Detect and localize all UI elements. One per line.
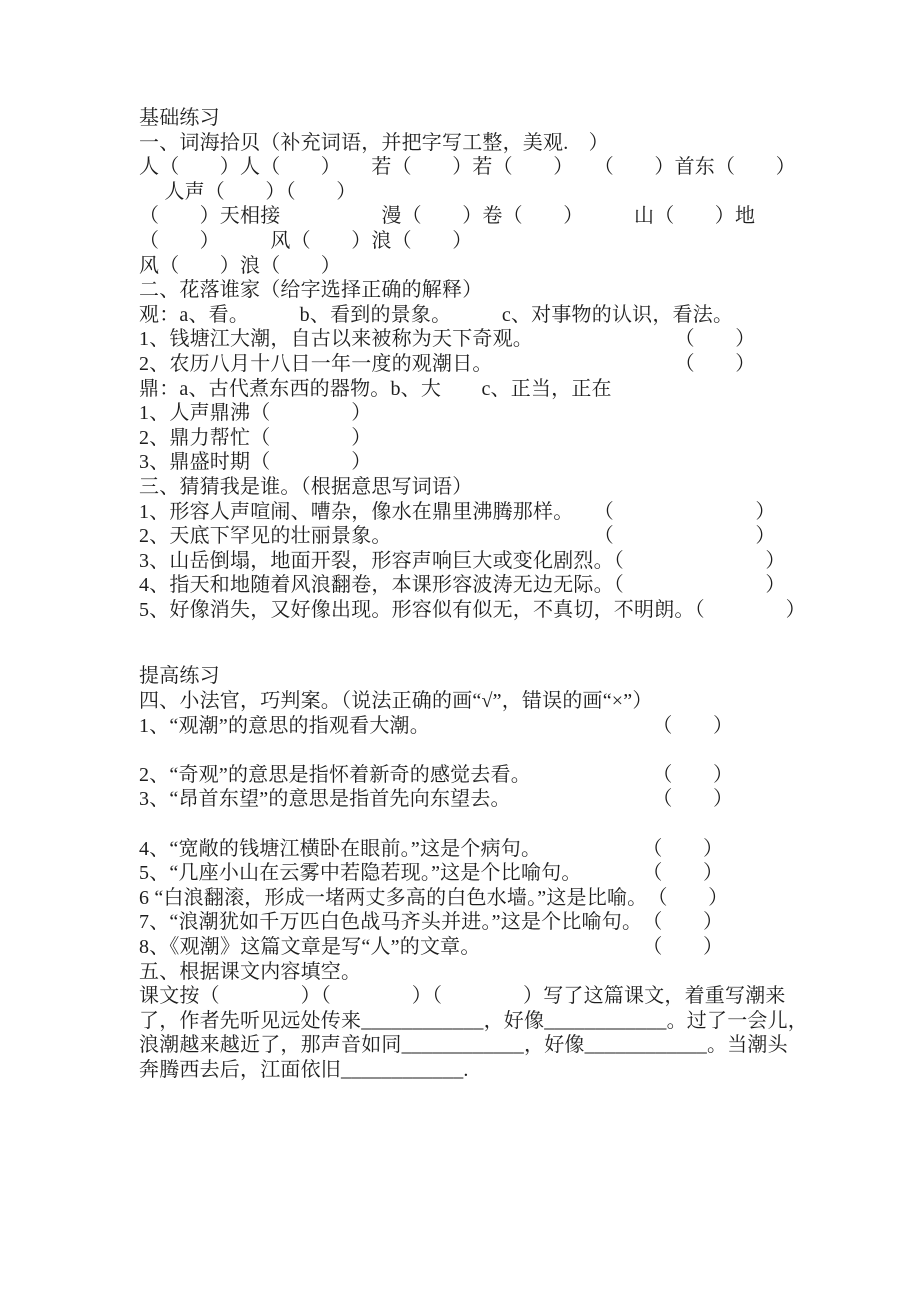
section-heading: 提高练习 — [139, 665, 220, 688]
text-line: （ ） 风（ ）浪（ ） — [139, 229, 473, 252]
text-line: 人（ ）人（ ） 若（ ）若（ ） （ ）首东（ ） — [139, 156, 796, 179]
text-line: 奔腾西去后，江面依旧____________. — [139, 1058, 469, 1081]
blank-line — [139, 738, 859, 763]
text-line: 8、《观潮》这篇文章是写“人”的文章。 （ ） — [139, 936, 724, 958]
text-line: 一、词海拾贝（补充词语，并把字写工整，美观. ） — [139, 131, 609, 154]
text-line: 5、好像消失，又好像出现。形容似有似无，不真切，不明朗。（ ） — [139, 598, 806, 621]
text-line: 4、“宽敞的钱塘江横卧在眼前。”这是个病句。 （ ） — [139, 837, 724, 860]
text-line: 四、小法官，巧判案。（说法正确的画“√”，错误的画“×”） — [139, 690, 653, 713]
document-body — [139, 106, 859, 1083]
text-line: 2、鼎力帮忙（ ） — [139, 426, 372, 449]
text-line: 浪潮越来越近了，那声音如同____________，好像____________。当潮头 — [139, 1034, 788, 1057]
text-line: 2、天底下罕见的壮丽景象。 （ ） — [139, 525, 776, 548]
text-line: 1、形容人声喧闹、嘈杂，像水在鼎里沸腾那样。 （ ） — [139, 500, 776, 523]
text-line: 6 “白浪翻滚，形成一堵两丈多高的白色水墙。”这是比喻。 （ ） — [139, 886, 729, 909]
text-line: 风（ ）浪（ ） — [139, 254, 341, 277]
text-line: 2、“奇观”的意思是指怀着新奇的感觉去看。 （ ） — [139, 763, 734, 786]
text-line: 了，作者先听见远处传来____________，好像____________。过了一会儿， — [139, 1009, 808, 1032]
section-basic-exercises — [139, 106, 859, 622]
text-line: 2、农历八月十八日一年一度的观潮日。 （ ） — [139, 352, 756, 375]
text-line: 3、“昂首东望”的意思是指首先向东望去。 （ ） — [139, 788, 734, 811]
text-line: 观：a、看。 b、看到的景象。 c、对事物的认识，看法。 — [139, 303, 734, 326]
text-line: 人声（ ）（ ） — [139, 180, 357, 203]
text-line: 课文按（ ）（ ）（ ）写了这篇课文，着重写潮来 — [139, 985, 786, 1008]
text-line: 4、指天和地随着风浪翻卷，本课形容波涛无边无际。（ ） — [139, 574, 786, 597]
section-advanced-exercises — [139, 664, 859, 1082]
text-line: （ ）天相接 漫（ ）卷（ ） 山（ ）地 — [139, 205, 756, 228]
text-line: 7、“浪潮犹如千万匹白色战马齐头并进。”这是个比喻句。 （ ） — [139, 911, 724, 934]
text-line: 二、花落谁家（给字选择正确的解释） — [139, 279, 483, 302]
section-heading: 基础练习 — [139, 107, 220, 129]
text-line: 五、根据课文内容填空。 — [139, 960, 362, 983]
text-line: 1、“观潮”的意思的指观看大潮。 （ ） — [139, 714, 734, 737]
blank-line — [139, 812, 859, 837]
text-line: 三、猜猜我是谁。（根据意思写词语） — [139, 475, 473, 498]
text-line: 3、鼎盛时期（ ） — [139, 451, 372, 474]
text-line: 1、人声鼎沸（ ） — [139, 402, 372, 425]
text-line: 5、“几座小山在云雾中若隐若现。”这是个比喻句。 （ ） — [139, 862, 724, 885]
text-line: 1、钱塘江大潮，自古以来被称为天下奇观。 （ ） — [139, 328, 756, 351]
text-line: 鼎：a、古代煮东西的器物。b、大 c、正当，正在 — [139, 377, 612, 400]
text-line: 3、山岳倒塌，地面开裂，形容声响巨大或变化剧烈。（ ） — [139, 549, 786, 572]
